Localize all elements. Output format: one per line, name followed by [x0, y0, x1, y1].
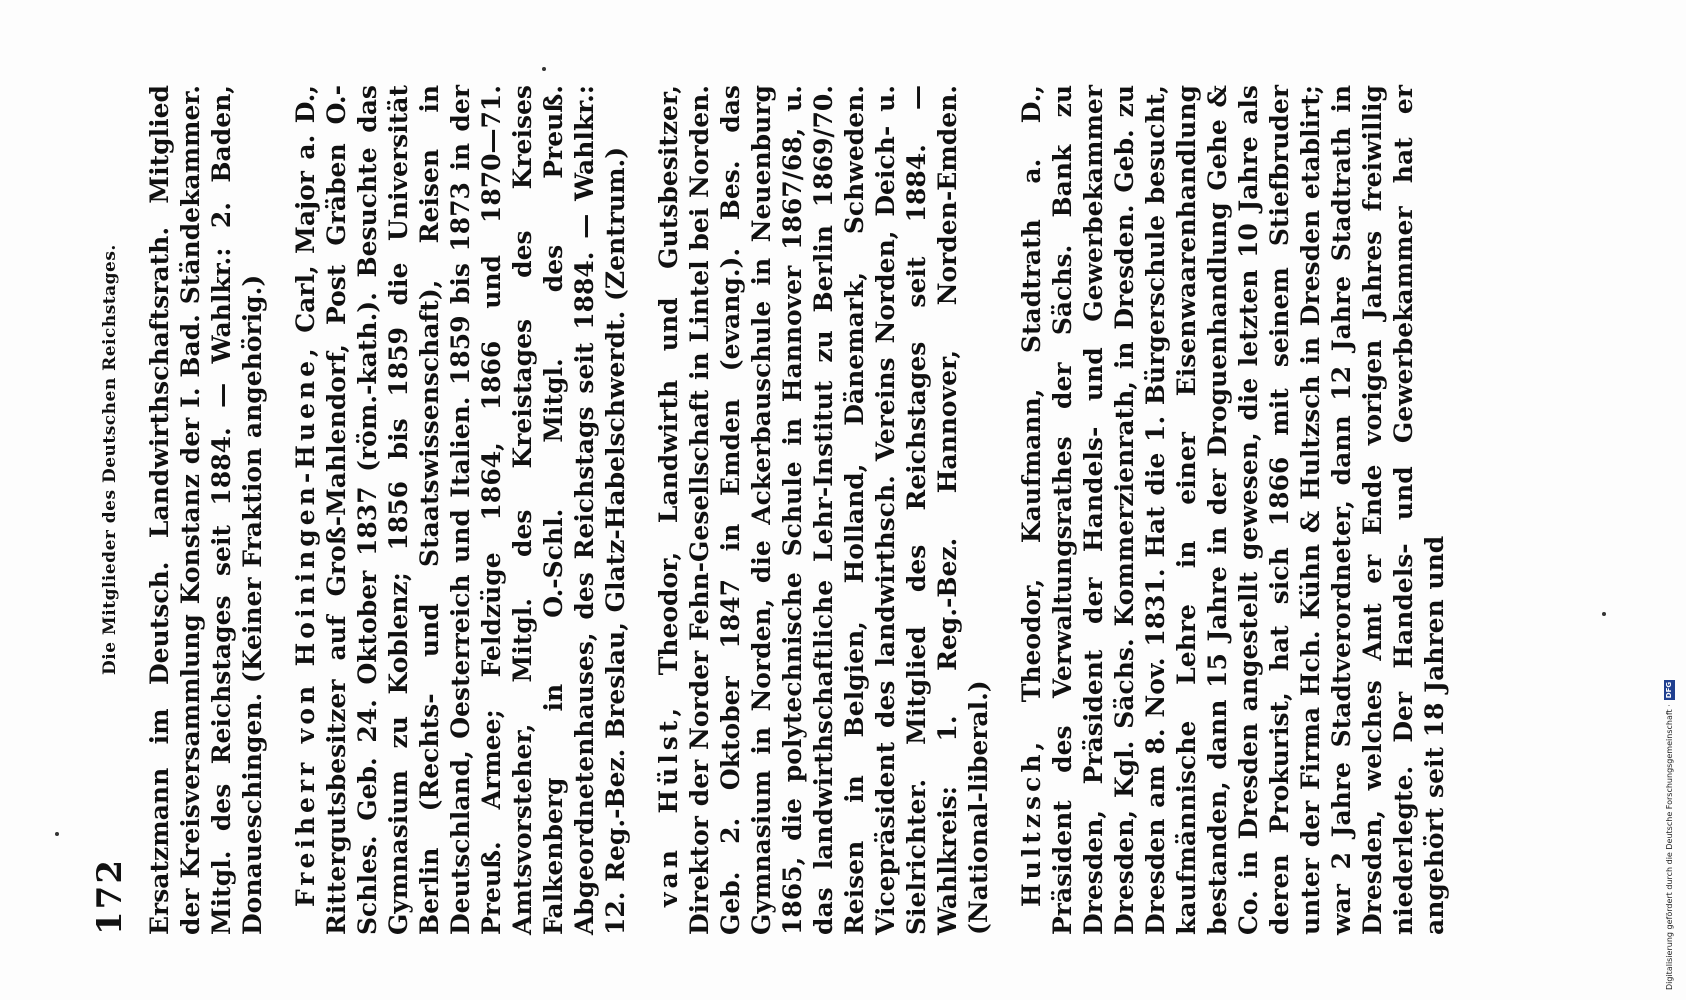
entry-text: Carl, Major a. D., Rittergutsbesitzer auf Groß-Mahlendorf, Post Gräben O.-Schles. Geb. 24. Oktober 1837 (röm.-kath.). Besuchte das Gymnasium zu Koblenz; 1856 bis 1859 die Universität Berlin (Rechts- und Staatswissenschaft), Reisen in Deutschland, Oesterreich und Italien. 1859 bis 1873 in der Preuß. Armee; Feldzüge 1864, 1866 und 1870—71. Amtsvorsteher, Mitgl. des Kreistages des Kreises Falkenberg in O.-Schl. Mitgl. des Preuß. Abgeordnetenhauses, des Reichstags seit 1884. — Wahlkr.: 12. Reg.-Bez. Breslau, Glatz-Habelschwerdt. (Zentrum.) — [291, 85, 630, 935]
member-name: Hultzsch, — [1017, 737, 1046, 907]
scan-speck — [542, 67, 546, 71]
member-name: Freiherr von Hoiningen-Huene, — [291, 344, 320, 907]
notice-text: Digitalisierung gefördert durch die Deutsche Forschungsgemeinschaft · — [1665, 704, 1674, 990]
member-entry — [653, 85, 994, 935]
rotated-text-block — [80, 85, 1449, 935]
dfg-logo: DFG — [1665, 681, 1673, 699]
entry-text: Theodor, Landwirth und Gutsbesitzer, Direktor der Norder Fehn-Gesellschaft in Lintel bei Norden. Geb. 2. Oktober 1847 in Emden (evang.). Bes. das Gymnasium in Norden, die Ackerbauschule in Neuenburg 1865, die polytechnische Schule in Hannover 1867/68, u. das landwirthschaftliche Lehr-Institut zu Berlin 1869/70. Reisen in Belgien, Holland, Dänemark, Schweden. Vicepräsident des landwirthsch. Vereins Norden, Deich- u. Sielrichter. Mitglied des Reichstages seit 1884. — Wahlkreis: 1. Reg.-Bez. Hannover, Norden-Emden. (National-liberal.) — [654, 85, 993, 935]
scan-speck — [1602, 612, 1606, 616]
member-name: van Hülst, — [654, 703, 683, 907]
entry-text: Ersatzmann im Deutsch. Landwirthschaftsrath. Mitglied der Kreisversammlung Konstanz der I. Bad. Ständekammer. Mitgl. des Reichstages seit 1884. — Wahlkr.: 2. Baden, Donaueschingen. (Keiner Fraktion angehörig.) — [145, 85, 267, 935]
running-head: Die Mitglieder des Deutschen Reichstages. — [100, 244, 120, 675]
digitization-notice — [1664, 680, 1675, 990]
member-entry — [290, 85, 631, 935]
member-entries — [144, 85, 1450, 935]
member-entry — [144, 85, 268, 935]
scan-speck — [55, 832, 59, 836]
page-number: 172 — [90, 858, 130, 935]
member-entry — [1016, 85, 1450, 935]
entry-text: Theodor, Kaufmann, Stadtrath a. D., Präsident des Verwaltungsrathes der Sächs. Bank zu Dresden, Präsident der Handels- und Gewerbekammer Dresden, Kgl. Sächs. Kommerzienrath, in Dresden. Geb. zu Dresden am 8. Nov. 1831. Hat die 1. Bürgerschule besucht, kaufmännische Lehre in einer Eisenwaarenhandlung bestanden, dann 15 Jahre in der Droguenhandlung Gehe & Co. in Dresden angestellt gewesen, die letzten 10 Jahre als deren Prokurist, hat sich 1866 mit seinem Stiefbruder unter der Firma Hch. Kühn & Hultzsch in Dresden etablirt; war 2 Jahre Stadtverordneter, dann 12 Jahre Stadtrath in Dresden, welches Amt er Ende vorigen Jahres freiwillig niederlegte. Der Handels- und Gewerbekammer hat er angehört seit 18 Jahren und — [1017, 85, 1449, 935]
page-header — [80, 85, 140, 935]
